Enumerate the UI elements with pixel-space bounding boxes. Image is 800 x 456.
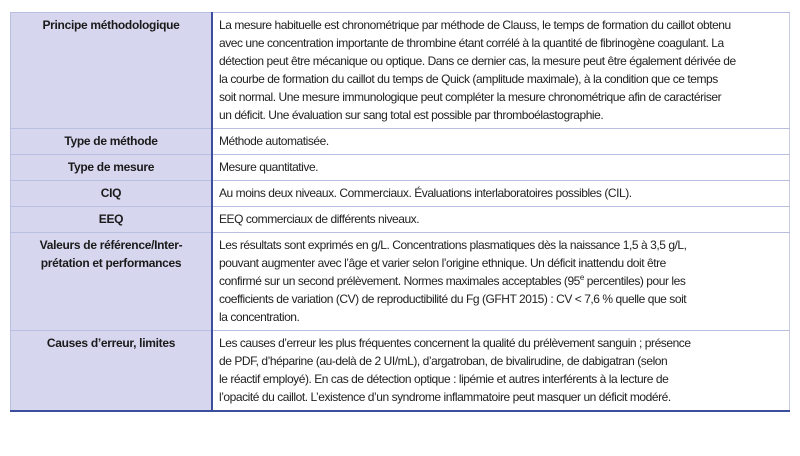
row-label-line: Type de méthode	[64, 134, 158, 148]
row-label-line: Type de mesure	[67, 160, 155, 174]
row-value-line: un déficit. Une évaluation sur sang total est possible par thromboélastographie.	[219, 108, 604, 122]
row-label-line: prétation et performances	[40, 256, 182, 270]
row-value-line: la courbe de formation du caillot du temps de Quick (amplitude maximale), à la condition que ce temps	[219, 72, 718, 86]
row-value-line: de PDF, d’héparine (au-delà de 2 UI/mL), d’argatroban, de bivalirudine, de dabigatran (selon	[219, 354, 668, 368]
row-label	[11, 207, 213, 233]
row-value-line: l’opacité du caillot. L’existence d’un syndrome inflammatoire peut masquer un déficit modéré.	[219, 390, 671, 404]
row-label	[11, 129, 213, 155]
row-value	[212, 207, 790, 233]
row-label	[11, 233, 213, 331]
row-value	[212, 233, 790, 331]
row-value-line: avec une concentration importante de thrombine étant corrélé à la quantité de fibrinogène coagulant. La	[219, 36, 724, 50]
row-value-line: Mesure quantitative.	[219, 160, 319, 174]
row-value-line: La mesure habituelle est chronométrique par méthode de Clauss, le temps de formation du caillot obtenu	[219, 18, 731, 32]
table-row-type-de-mesure	[11, 155, 790, 181]
row-label-line: CIQ	[100, 186, 122, 200]
row-value-line: EEQ commerciaux de différents niveaux.	[219, 212, 420, 226]
row-value-line: le réactif employé). En cas de détection optique : lipémie et autres interférents à la lecture de	[219, 372, 669, 386]
table-row-causes-d-erreur	[11, 331, 790, 412]
row-value	[212, 129, 790, 155]
row-label-line: Principe méthodologique	[42, 18, 180, 32]
table-row-eeq	[11, 207, 790, 233]
row-value-line: Les causes d’erreur les plus fréquentes concernent la qualité du prélèvement sanguin ; présence	[219, 336, 691, 350]
row-label	[11, 155, 213, 181]
table-row-principe-methodologique	[11, 13, 790, 129]
row-value	[212, 13, 790, 129]
text: percentiles) pour les	[583, 274, 686, 288]
row-value-line: pouvant augmenter avec l’âge et varier selon l’origine ethnique. Un déficit inattendu doit être	[219, 256, 666, 270]
row-value-line: Méthode automatisée.	[219, 134, 329, 148]
row-label	[11, 181, 213, 207]
row-value	[212, 331, 790, 412]
row-value-line: détection peut être mécanique ou optique. Dans ce dernier cas, la mesure peut être également dérivée de	[219, 54, 736, 68]
text: confirmé sur un second prélèvement. Normes maximales acceptables (95	[219, 274, 580, 288]
row-value-line	[219, 272, 785, 290]
row-label-line: EEQ	[98, 212, 124, 226]
row-label	[11, 331, 213, 412]
row-value	[212, 155, 790, 181]
table-row-valeurs-de-reference	[11, 233, 790, 331]
table-body	[11, 13, 790, 412]
row-value-line: Les résultats sont exprimés en g/L. Concentrations plasmatiques dès la naissance 1,5 à 3,5 g/L,	[219, 238, 687, 252]
row-value-line: Au moins deux niveaux. Commerciaux. Évaluations interlaboratoires possibles (CIL).	[219, 186, 632, 200]
method-table	[10, 12, 790, 412]
table-row-type-de-methode	[11, 129, 790, 155]
superscript: e	[579, 273, 584, 282]
row-label	[11, 13, 213, 129]
row-value-line: soit normal. Une mesure immunologique peut compléter la mesure chronométrique afin de caractériser	[219, 90, 722, 104]
row-label-line: Valeurs de référence/Inter-	[39, 238, 183, 252]
row-value-line: coefficients de variation (CV) de reproductibilité du Fg (GFHT 2015) : CV < 7,6 % quelle que soit	[219, 292, 687, 306]
row-value	[212, 181, 790, 207]
row-label-line: Causes d’erreur, limites	[46, 336, 176, 350]
table-row-ciq	[11, 181, 790, 207]
row-value-line: la concentration.	[219, 310, 300, 324]
